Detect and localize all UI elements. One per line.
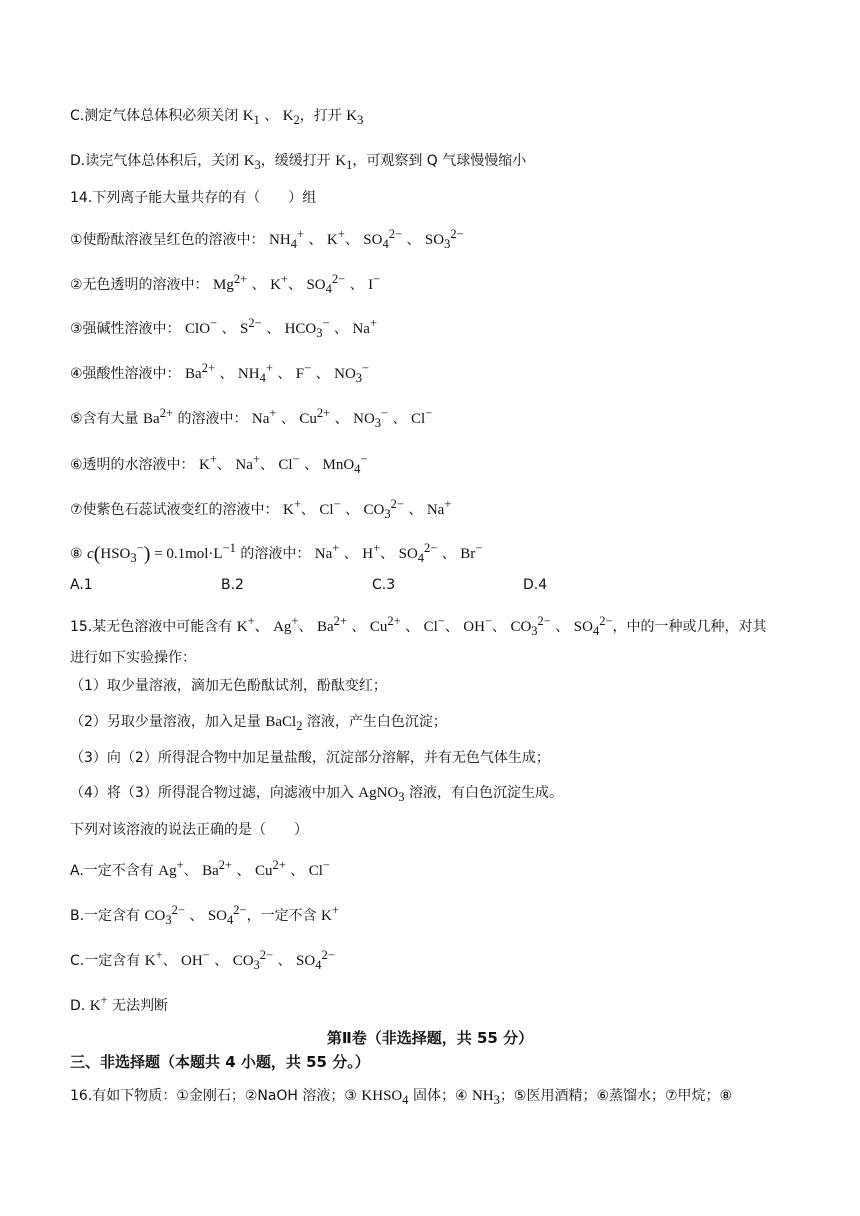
q15-stem-cont: 进行如下实验操作： — [70, 650, 196, 666]
q13-option-c: C.测定气体总体积必须关闭 $K_1$ 、 $K_2$，打开 $K_3$ — [70, 108, 364, 127]
q15-stem: 15.某无色溶液中可能含有 K+、 Ag+、 $Ba^{2+}$ 、 $Cu^{2+}$ 、 Cl−、 OH−、 $CO_3^{2-}$ 、 $SO_4^{2-}$，中的一种或几种，对其 — [70, 614, 767, 638]
q15-step-2: （2）另取少量溶液，加入足量 BaCl$_2$ 溶液，产生白色沉淀； — [70, 714, 447, 733]
part2-title: 第Ⅱ卷（非选择题，共 55 分） — [326, 1029, 534, 1047]
q15-option-c: C.一定含有 K+、 OH− 、 $CO_3^{2-}$ 、 $SO_4^{2-}$ — [70, 948, 335, 972]
q14-item-3: ③强碱性溶液中： ClO− 、 $S^{2-}$ 、 $HCO_3^-$ 、 Na+ — [70, 316, 378, 340]
q14-option-a: A.1 — [70, 577, 93, 593]
q14-option-b: B.2 — [221, 577, 244, 593]
q13-option-d: D.读完气体总体积后，关闭 $K_3$，缓缓打开 $K_1$，可观察到 Q 气球慢慢缩小 — [70, 153, 527, 172]
q14-item-5: ⑤含有大量 $Ba^{2+}$ 的溶液中： Na+ 、 $Cu^{2+}$ 、 $NO_3^-$ 、 Cl− — [70, 406, 433, 430]
q14-item-1: ①使酚酞溶液呈红色的溶液中： $NH_4^+$ 、 K+、 $SO_4^{2-}$ 、 $SO_3^{2-}$ — [70, 227, 464, 251]
q14-item-4: ④强酸性溶液中： $Ba^{2+}$ 、 $NH_4^+$ 、 F− 、 $NO_3^-$ — [70, 361, 370, 385]
q14-item-7: ⑦使紫色石蕊试液变红的溶液中： K+、 Cl− 、 $CO_3^{2-}$ 、 Na+ — [70, 497, 452, 521]
q15-option-d: D. K+ 无法判断 — [70, 993, 169, 1014]
q15-step-1: （1）取少量溶液，滴加无色酚酞试剂，酚酞变红； — [70, 678, 387, 694]
q15-step-4: （4）将（3）所得混合物过滤，向滤液中加入 AgNO$_3$ 溶液，有白色沉淀生成。 — [70, 785, 563, 804]
q14-stem: 14.下列离子能大量共存的有（ ）组 — [70, 190, 317, 206]
q15-question: 下列对该溶液的说法正确的是（ ） — [70, 822, 308, 838]
q15-option-a: A.一定不含有 Ag+、 $Ba^{2+}$ 、 $Cu^{2+}$ 、 Cl− — [70, 858, 330, 879]
q16-stem: 16.有如下物质：①金刚石；②NaOH 溶液；③ $KHSO_4$ 固体；④ $NH_3$；⑤医用酒精；⑥蒸馏水；⑦甲烷；⑧ — [70, 1088, 733, 1107]
q14-item-2: ②无色透明的溶液中： $Mg^{2+}$ 、 K+、 $SO_4^{2-}$ 、 I− — [70, 272, 381, 296]
section3-title: 三、非选择题（本题共 4 小题，共 55 分。） — [70, 1053, 370, 1071]
q14-item-8: ⑧ $c(HSO_3^-) = 0.1mol\cdot L^{-1}$ 的溶液中： Na+ 、 H+、 $SO_4^{2-}$ 、 Br− — [70, 541, 483, 565]
q14-option-d: D.4 — [523, 577, 548, 593]
q15-step-3: （3）向（2）所得混合物中加足量盐酸，沉淀部分溶解，并有无色气体生成； — [70, 750, 550, 766]
q15-option-b: B.一定含有 $CO_3^{2-}$ 、 $SO_4^{2-}$，一定不含 K+ — [70, 903, 339, 927]
q14-option-c: C.3 — [372, 577, 396, 593]
q14-item-6: ⑥透明的水溶液中： K+、 Na+、 Cl− 、 MnO$_4$− — [70, 452, 368, 476]
